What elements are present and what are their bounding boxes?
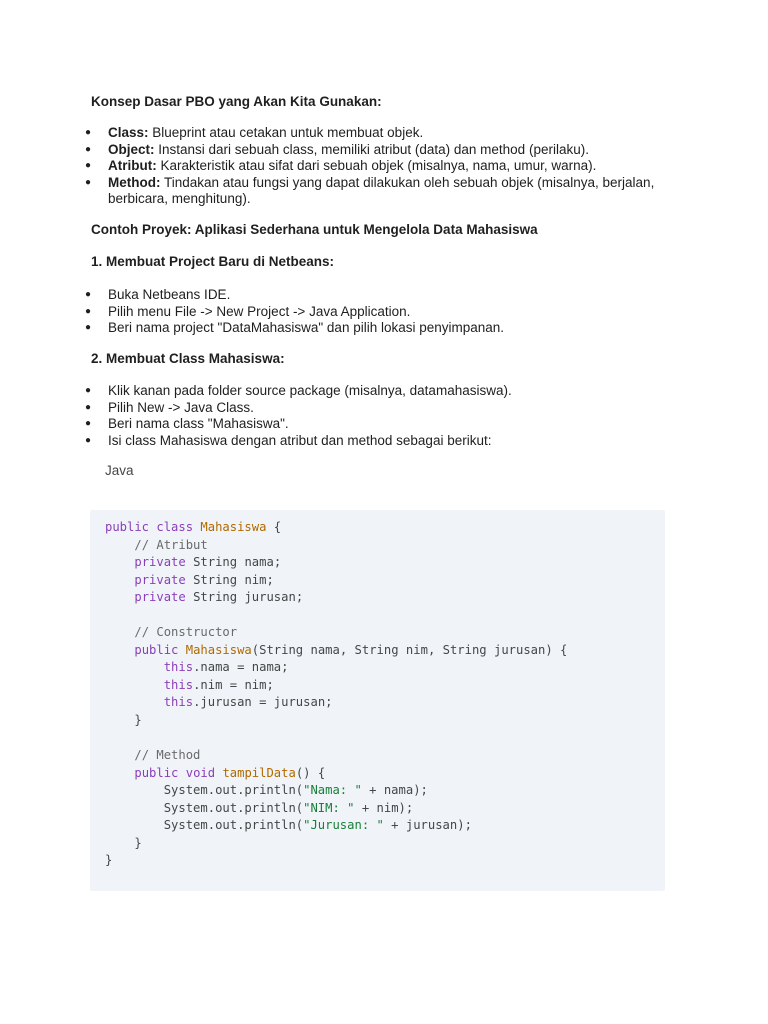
list-item xyxy=(0,142,678,159)
term-label: Class: xyxy=(108,125,149,140)
step1-list xyxy=(0,287,678,337)
concepts-list xyxy=(0,125,678,208)
list-item: ● Isi class Mahasiswa dengan atribut dan method sebagai berikut: xyxy=(0,433,678,450)
list-item: ● Buka Netbeans IDE. xyxy=(0,287,678,304)
term-description: Karakteristik atau sifat dari sebuah objek (misalnya, nama, umur, warna). xyxy=(156,158,597,173)
step2-list xyxy=(0,383,678,449)
term-description: Blueprint atau cetakan untuk membuat objek. xyxy=(148,125,424,140)
code-language-label: Java xyxy=(105,463,134,478)
term-description: Instansi dari sebuah class, memiliki atribut (data) dan method (perilaku). xyxy=(154,141,589,157)
list-item: ● Pilih menu File -> New Project -> Java Application. xyxy=(0,304,678,321)
term-label: Atribut: xyxy=(108,158,157,173)
list-item xyxy=(0,158,678,175)
code-block[interactable] xyxy=(90,510,665,891)
step2-heading: 2. Membuat Class Mahasiswa: xyxy=(91,351,285,366)
concepts-heading: Konsep Dasar PBO yang Akan Kita Gunakan: xyxy=(91,94,382,109)
term-label: Method: xyxy=(108,174,161,190)
list-item: ● Beri nama project "DataMahasiswa" dan pilih lokasi penyimpanan. xyxy=(0,320,678,337)
term-description: Tindakan atau fungsi yang dapat dilakukan oleh sebuah objek (misalnya, berjalan, berbicara, menghitung). xyxy=(108,174,655,206)
list-item xyxy=(0,175,678,208)
term-label: Object: xyxy=(108,141,155,157)
code-text: public class Mahasiswa { // Atribut private String nama; private String nim; private String jurusan; // Constructor public Mahasiswa(String nama, String nim, String jurusan) { this.nama = nama; this.nim = nim; this.jurusan = jurusan; } // Method public void tampilData() { System.out.println("Nama: " + nama); System.out.println("NIM: " + nim); System.out.println("Jurusan: " + jurusan); } } xyxy=(105,520,568,868)
list-item: ● Klik kanan pada folder source package (misalnya, datamahasiswa). xyxy=(0,383,678,400)
list-item xyxy=(0,125,678,142)
list-item: ● Pilih New -> Java Class. xyxy=(0,400,678,417)
list-item: ● Beri nama class "Mahasiswa". xyxy=(0,416,678,433)
project-heading: Contoh Proyek: Aplikasi Sederhana untuk Mengelola Data Mahasiswa xyxy=(91,222,538,237)
step1-heading: 1. Membuat Project Baru di Netbeans: xyxy=(91,254,335,269)
